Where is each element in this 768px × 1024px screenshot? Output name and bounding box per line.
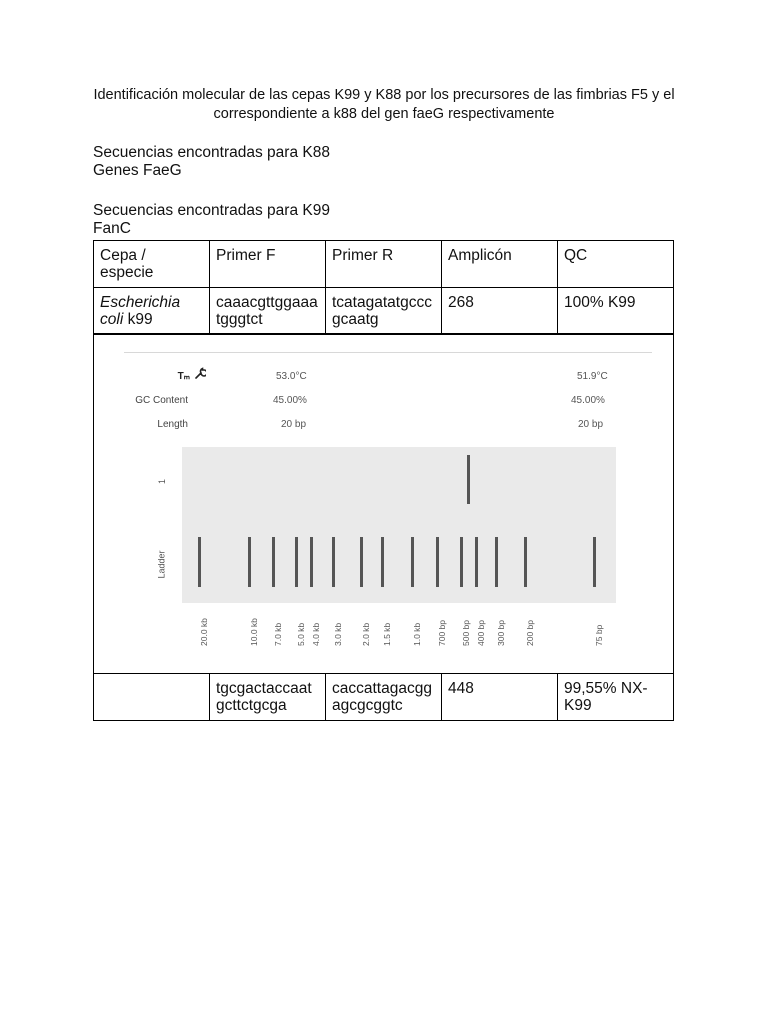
gc-content-label: GC Content (135, 395, 188, 406)
k99-heading: Secuencias encontradas para K99 (93, 202, 330, 219)
ladder-band (360, 537, 363, 587)
ladder-tick-label: 300 bp (496, 620, 506, 646)
sample-band (467, 455, 470, 504)
ladder-band (332, 537, 335, 587)
header-cell: Primer R (326, 241, 442, 288)
reverse-tm: 51.9°C (577, 371, 608, 382)
ladder-tick-label: 200 bp (525, 620, 535, 646)
gel-image (182, 447, 616, 603)
amplicon-cell: 448 (442, 674, 558, 721)
ladder-band (310, 537, 313, 587)
primer-r-cell: caccattagacggagcgcggtc (326, 674, 442, 721)
table-header-row (94, 241, 674, 288)
wrench-icon[interactable] (194, 366, 206, 383)
ladder-tick-label: 75 bp (594, 624, 604, 646)
ladder-tick-label: 10.0 kb (249, 618, 259, 646)
primer-analysis-cell (94, 334, 674, 674)
species-cell (94, 288, 210, 335)
ladder-tick-label: 20.0 kb (199, 618, 209, 646)
ladder-band (475, 537, 478, 587)
lane-label-ladder: Ladder (156, 550, 167, 579)
ladder-band (248, 537, 251, 587)
ladder-band (295, 537, 298, 587)
ladder-band (524, 537, 527, 587)
ladder-tick-label: 2.0 kb (361, 622, 371, 646)
species-cell (94, 674, 210, 721)
primer-f-cell: tgcgactaccaatgcttctgcga (210, 674, 326, 721)
ladder-tick-label: 1.0 kb (412, 622, 422, 646)
table-row (94, 674, 674, 721)
primer-analysis-panel (100, 341, 678, 669)
reverse-gc: 45.00% (571, 395, 605, 406)
divider (124, 352, 652, 353)
lane-label-1: 1 (157, 478, 168, 485)
primer-table (93, 240, 674, 721)
length-label: Length (157, 419, 188, 430)
header-cell: Amplicón (442, 241, 558, 288)
forward-gc: 45.00% (273, 395, 307, 406)
k99-gene: FanC (93, 220, 131, 237)
ladder-band (381, 537, 384, 587)
reverse-length: 20 bp (578, 419, 604, 430)
species-name: Escherichia coli (100, 294, 181, 328)
qc-cell: 99,55% NX-K99 (558, 674, 674, 721)
ladder-tick-label: 400 bp (476, 620, 486, 646)
k88-heading: Secuencias encontradas para K88 (93, 144, 330, 161)
header-cell: Primer F (210, 241, 326, 288)
ladder-band (411, 537, 414, 587)
ladder-band (198, 537, 201, 587)
ladder-tick-label: 5.0 kb (296, 622, 306, 646)
ladder-tick-label: 700 bp (437, 620, 447, 646)
ladder-tick-label: 500 bp (461, 620, 471, 646)
ladder-band (460, 537, 463, 587)
amplicon-cell: 268 (442, 288, 558, 335)
gel-row (94, 334, 674, 674)
ladder-band (272, 537, 275, 587)
ladder-tick-label: 7.0 kb (273, 622, 283, 646)
forward-length: 20 bp (281, 419, 307, 430)
ladder-tick-label: 4.0 kb (311, 622, 321, 646)
ladder-band (436, 537, 439, 587)
document-title: Identificación molecular de las cepas K99 y K88 por los precursores de las fimbrias F5 y el correspondiente a k88 del gen faeG respectivamente (93, 87, 675, 122)
qc-cell: 100% K99 (558, 288, 674, 335)
header-cell: QC (558, 241, 674, 288)
ladder-band (495, 537, 498, 587)
forward-tm: 53.0°C (276, 371, 307, 382)
header-cell: Cepa / especie (94, 241, 210, 288)
primer-f-cell: caaacgttggaaatgggtct (210, 288, 326, 335)
primer-r-cell: tcatagatatgcccgcaatg (326, 288, 442, 335)
table-row (94, 288, 674, 335)
ladder-band (593, 537, 596, 587)
ladder-tick-label: 1.5 kb (382, 622, 392, 646)
k88-genes: Genes FaeG (93, 162, 182, 179)
tm-label: Tₘ (177, 371, 190, 382)
ladder-tick-label: 3.0 kb (333, 622, 343, 646)
species-strain: k99 (123, 311, 153, 328)
